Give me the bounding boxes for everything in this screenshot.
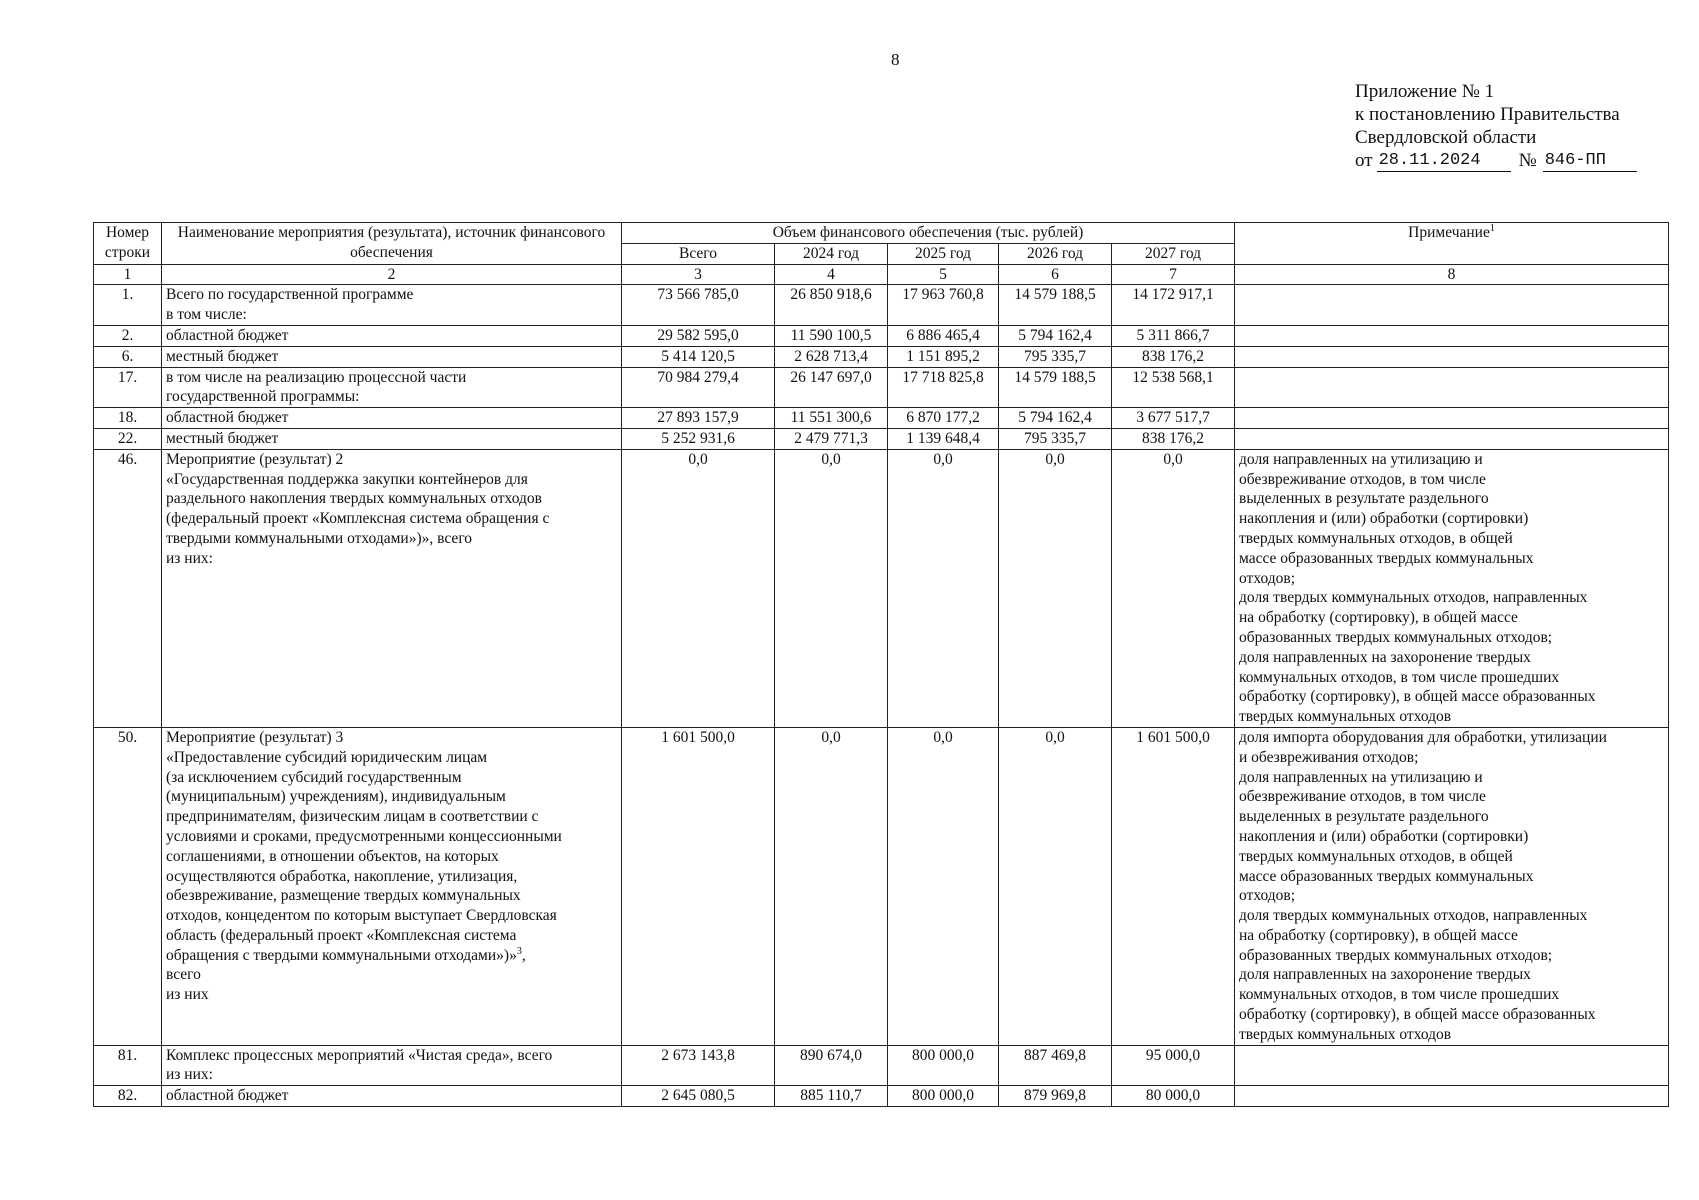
row-name-line: условиями и сроками, предусмотренными концессионными [166,827,562,845]
row-number: 50. [94,727,162,1045]
value-2027: 12 538 568,1 [1112,367,1235,408]
row-number: 82. [94,1086,162,1107]
value-total: 2 645 080,5 [622,1086,775,1107]
row-number: 46. [94,449,162,727]
date-prefix: от [1355,150,1373,171]
value-2025: 1 151 895,2 [888,346,999,367]
row-note [1235,408,1669,429]
value-2026: 5 794 162,4 [999,325,1112,346]
decree-date: 28.11.2024 [1377,151,1511,172]
row-note [1235,1086,1669,1107]
header-2027: 2027 год [1112,243,1235,264]
value-2025: 17 963 760,8 [888,285,999,326]
row-note-line: образованных твердых коммунальных отходов; [1239,628,1553,646]
value-2025: 0,0 [888,449,999,727]
row-number: 6. [94,346,162,367]
row-name-line: предпринимателям, физическим лицам в соответствии с [166,808,539,826]
column-index: 8 [1235,264,1669,285]
row-name-line: Комплекс процессных мероприятий «Чистая среда», всего [166,1046,553,1064]
value-2026: 14 579 188,5 [999,367,1112,408]
row-name-line: из них [166,986,209,1004]
value-2025: 6 886 465,4 [888,325,999,346]
row-name [162,285,622,326]
row-note [1235,346,1669,367]
row-note-line: обезвреживание отходов, в том числе [1239,788,1486,806]
row-name-line: область (федеральный проект «Комплексная система [166,926,517,944]
row-name-line: Мероприятие (результат) 3 [166,728,344,746]
row-note-line: доля направленных на утилизацию и [1239,768,1483,786]
row-name-line: Всего по государственной программе [166,286,414,304]
column-index: 2 [162,264,622,285]
column-index: 5 [888,264,999,285]
value-total: 1 601 500,0 [622,727,775,1045]
row-note [1235,367,1669,408]
appendix-date-line [1355,149,1637,172]
row-note-line: отходов; [1239,887,1296,905]
value-2027: 80 000,0 [1112,1086,1235,1107]
table-row [94,408,1669,429]
row-name [162,1045,622,1086]
appendix-heading [1355,80,1637,172]
footnote-marker: 3 [516,945,522,957]
header-total: Всего [622,243,775,264]
appendix-title: Приложение № 1 [1355,81,1495,102]
row-name-line: осуществляются обработка, накопление, утилизация, [166,867,518,885]
value-2024: 885 110,7 [775,1086,888,1107]
value-2024: 890 674,0 [775,1045,888,1086]
row-note-line: на обработку (сортировку), в общей массе [1239,609,1518,627]
row-note-line: накопления и (или) обработки (сортировки) [1239,827,1529,845]
table-row [94,1045,1669,1086]
value-total: 29 582 595,0 [622,325,775,346]
row-note-line: обезвреживание отходов, в том числе [1239,470,1486,488]
decree-number: 846-ПП [1543,151,1637,172]
row-note-line: доля твердых коммунальных отходов, направленных [1239,589,1588,607]
appendix-decree: к постановлению Правительства [1355,104,1620,125]
header-2024: 2024 год [775,243,888,264]
row-note [1235,325,1669,346]
column-index: 4 [775,264,888,285]
value-total: 0,0 [622,449,775,727]
row-number: 2. [94,325,162,346]
row-name-line: раздельного накопления твердых коммунальных отходов [166,490,542,508]
value-2026: 0,0 [999,727,1112,1045]
value-total: 27 893 157,9 [622,408,775,429]
row-name [162,367,622,408]
value-2027: 1 601 500,0 [1112,727,1235,1045]
table-row [94,428,1669,449]
row-note-line: твердых коммунальных отходов, в общей [1239,529,1513,547]
value-2027: 14 172 917,1 [1112,285,1235,326]
header-note-label: Примечание [1408,224,1490,241]
column-index-row [94,264,1669,285]
row-number: 81. [94,1045,162,1086]
value-2026: 0,0 [999,449,1112,727]
value-2027: 3 677 517,7 [1112,408,1235,429]
value-2027: 95 000,0 [1112,1045,1235,1086]
value-2025: 800 000,0 [888,1086,999,1107]
row-note-line: обработку (сортировку), в общей массе образованных [1239,1006,1596,1024]
header-name: Наименование мероприятия (результата), источник финансового обеспечения [162,223,622,265]
value-total: 2 673 143,8 [622,1045,775,1086]
value-2025: 1 139 648,4 [888,428,999,449]
row-name [162,1086,622,1107]
value-2026: 795 335,7 [999,428,1112,449]
value-2025: 800 000,0 [888,1045,999,1086]
value-2024: 11 551 300,6 [775,408,888,429]
value-2024: 26 147 697,0 [775,367,888,408]
row-name-line: государственной программы: [166,388,360,406]
table-row [94,285,1669,326]
row-note [1235,428,1669,449]
row-note-line: и обезвреживания отходов; [1239,748,1419,766]
value-2024: 2 479 771,3 [775,428,888,449]
value-2024: 0,0 [775,727,888,1045]
value-2024: 11 590 100,5 [775,325,888,346]
row-note-line: накопления и (или) обработки (сортировки) [1239,510,1529,528]
row-note-line: на обработку (сортировку), в общей массе [1239,926,1518,944]
row-number: 22. [94,428,162,449]
value-2024: 26 850 918,6 [775,285,888,326]
row-name [162,325,622,346]
value-2026: 5 794 162,4 [999,408,1112,429]
row-name-line: твердыми коммунальными отходами»)», всего [166,529,473,547]
row-note-line: доля направленных на утилизацию и [1239,450,1483,468]
row-name-line: в том числе: [166,306,247,324]
row-name [162,727,622,1045]
table-row [94,1086,1669,1107]
value-2024: 2 628 713,4 [775,346,888,367]
row-note-line: выделенных в результате раздельного [1239,490,1489,508]
value-2027: 838 176,2 [1112,428,1235,449]
value-2027: 838 176,2 [1112,346,1235,367]
row-note-line: образованных твердых коммунальных отходов; [1239,946,1553,964]
row-name-line: всего [166,966,201,984]
table-row [94,325,1669,346]
value-2025: 0,0 [888,727,999,1045]
value-total: 5 252 931,6 [622,428,775,449]
header-row-top [94,223,1669,244]
value-2025: 6 870 177,2 [888,408,999,429]
row-note-line: отходов; [1239,569,1296,587]
row-note-line: обработку (сортировку), в общей массе образованных [1239,688,1596,706]
header-note-footnote: 1 [1489,222,1495,234]
row-note-line: массе образованных твердых коммунальных [1239,867,1534,885]
row-note [1235,449,1669,727]
row-name-line: обезвреживание, размещение твердых коммунальных [166,887,521,905]
table-row [94,449,1669,727]
row-name-line: (за исключением субсидий государственным [166,768,462,786]
row-name [162,449,622,727]
row-name-line: (федеральный проект «Комплексная система обращения с [166,510,550,528]
row-name-line: Мероприятие (результат) 2 [166,450,344,468]
row-name-line: «Государственная поддержка закупки контейнеров для [166,470,528,488]
row-note-line: доля импорта оборудования для обработки, утилизации [1239,728,1607,746]
header-note [1235,223,1669,265]
row-name-line: отходов, концедентом по которым выступает Свердловская [166,907,557,925]
row-number: 1. [94,285,162,326]
row-name-line: (муниципальным) учреждениям), индивидуальным [166,788,506,806]
value-total: 73 566 785,0 [622,285,775,326]
row-note [1235,285,1669,326]
row-name-line: областной бюджет [166,409,289,427]
row-note [1235,1045,1669,1086]
column-index: 7 [1112,264,1235,285]
row-note-line: коммунальных отходов, в том числе прошедших [1239,986,1560,1004]
budget-table [93,222,1669,1107]
row-note-line: доля твердых коммунальных отходов, направленных [1239,907,1588,925]
table-row [94,727,1669,1045]
row-note-line: выделенных в результате раздельного [1239,808,1489,826]
row-name-line: местный бюджет [166,429,279,447]
table-row [94,367,1669,408]
value-2026: 14 579 188,5 [999,285,1112,326]
row-note-line: доля направленных на захоронение твердых [1239,966,1531,984]
header-volume: Объем финансового обеспечения (тыс. рублей) [622,223,1235,244]
column-index: 6 [999,264,1112,285]
header-row-number: Номер строки [94,223,162,265]
row-name-line-text: обращения с твердыми коммунальными отходами»)» [166,946,517,964]
row-note-line: доля направленных на захоронение твердых [1239,648,1531,666]
row-number: 18. [94,408,162,429]
row-name-line: соглашениями, в отношении объектов, на которых [166,847,499,865]
row-note-line: массе образованных твердых коммунальных [1239,549,1534,567]
value-2026: 879 969,8 [999,1086,1112,1107]
row-name-line: в том числе на реализацию процессной части [166,368,467,386]
row-number: 17. [94,367,162,408]
value-2027: 5 311 866,7 [1112,325,1235,346]
value-total: 70 984 279,4 [622,367,775,408]
header-2026: 2026 год [999,243,1112,264]
row-name-line: областной бюджет [166,1087,289,1105]
page-number: 8 [891,50,900,69]
appendix-region: Свердловской области [1355,127,1537,148]
column-index: 1 [94,264,162,285]
value-total: 5 414 120,5 [622,346,775,367]
row-note-line: твердых коммунальных отходов [1239,1025,1452,1043]
row-name [162,346,622,367]
value-2025: 17 718 825,8 [888,367,999,408]
row-name-line: из них: [166,1066,213,1084]
row-name [162,428,622,449]
header-2025: 2025 год [888,243,999,264]
row-note [1235,727,1669,1045]
column-index: 3 [622,264,775,285]
value-2027: 0,0 [1112,449,1235,727]
row-name-line: обращения с твердыми коммунальными отходами»)»$^3$, [166,945,526,964]
value-2026: 795 335,7 [999,346,1112,367]
row-name-line: из них: [166,549,213,567]
value-2024: 0,0 [775,449,888,727]
row-note-line: твердых коммунальных отходов [1239,708,1452,726]
row-name-line: областной бюджет [166,326,289,344]
row-name [162,408,622,429]
row-note-line: твердых коммунальных отходов, в общей [1239,847,1513,865]
row-note-line: коммунальных отходов, в том числе прошедших [1239,668,1560,686]
number-sign: № [1518,150,1537,171]
row-name-line: «Предоставление субсидий юридическим лицам [166,748,488,766]
table-row [94,346,1669,367]
value-2026: 887 469,8 [999,1045,1112,1086]
row-name-line: местный бюджет [166,347,279,365]
